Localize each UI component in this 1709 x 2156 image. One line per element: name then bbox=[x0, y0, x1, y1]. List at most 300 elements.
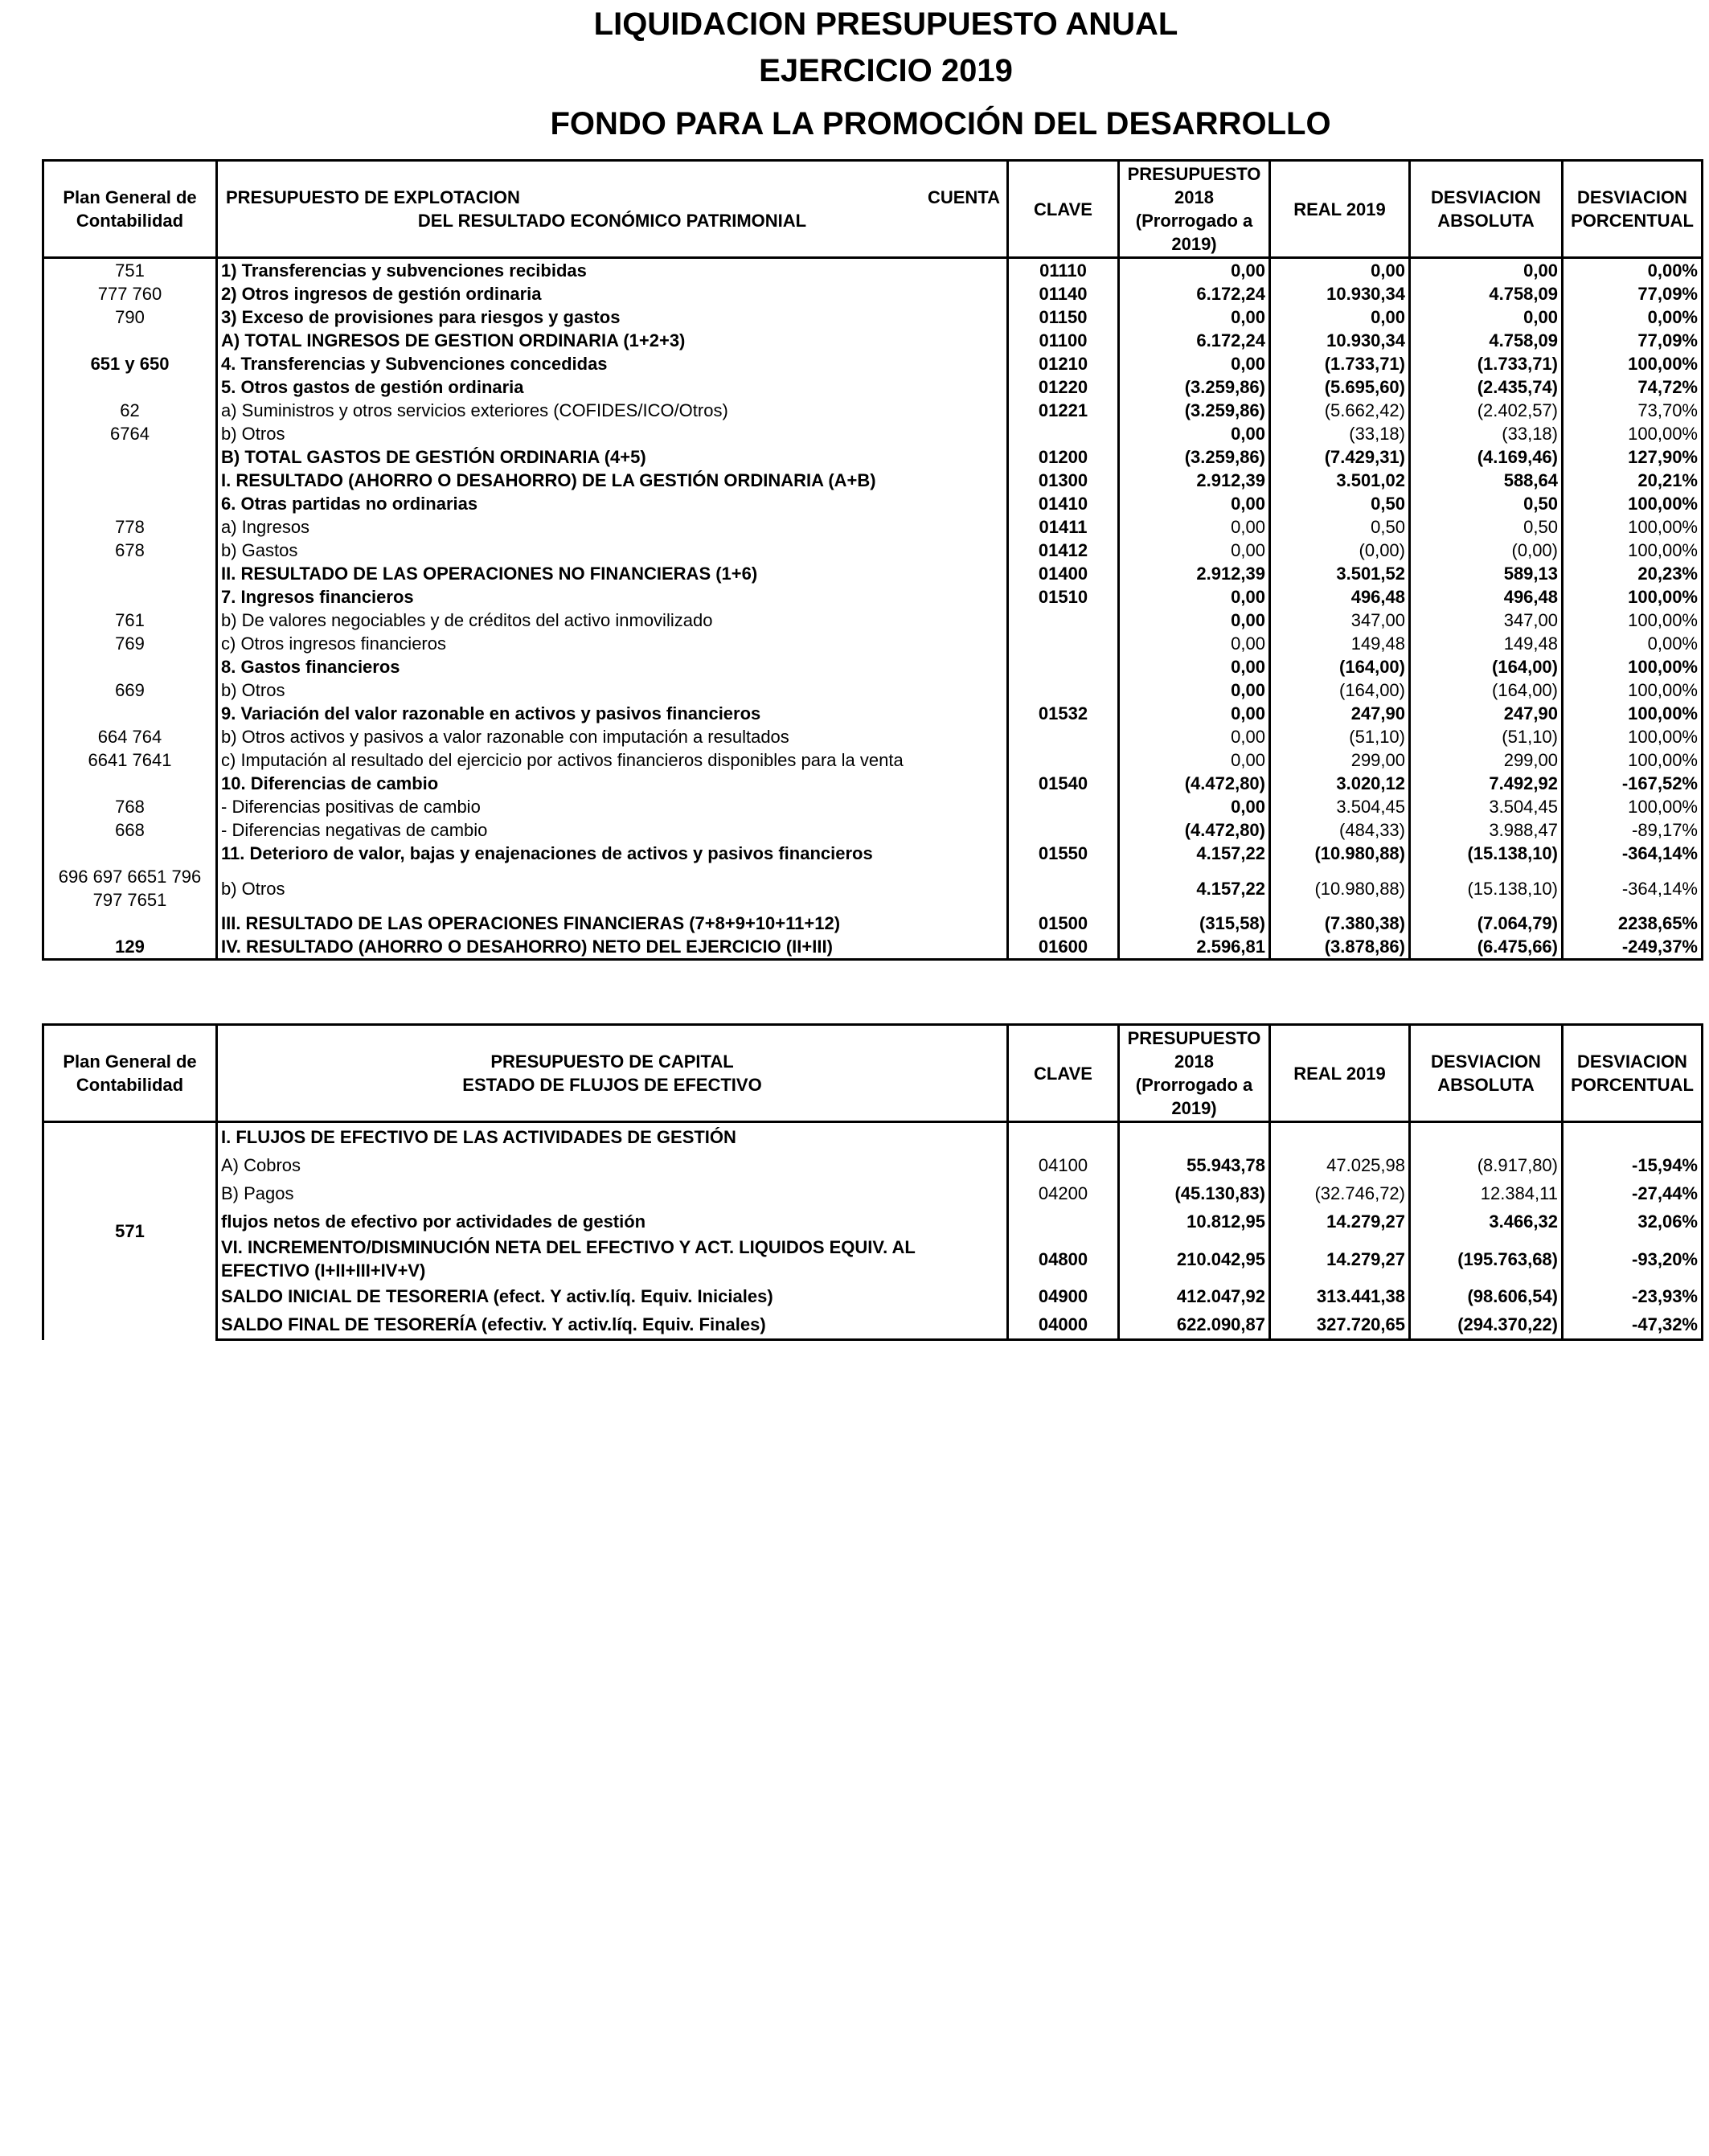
cell-desv-abs: 149,48 bbox=[1410, 632, 1563, 655]
cell-presupuesto: 0,00 bbox=[1119, 795, 1270, 818]
cell-presupuesto: 0,00 bbox=[1119, 515, 1270, 539]
cell-real: 347,00 bbox=[1270, 609, 1410, 632]
cell-real: 496,48 bbox=[1270, 585, 1410, 609]
cell-clave bbox=[1008, 748, 1119, 772]
cell-plan bbox=[43, 585, 217, 609]
cash-flow-table bbox=[42, 1023, 1703, 1341]
cell-real: 3.020,12 bbox=[1270, 772, 1410, 795]
cell-description: B) Pagos bbox=[217, 1179, 1008, 1207]
cell-clave bbox=[1008, 678, 1119, 702]
budget-execution-table bbox=[42, 159, 1703, 961]
cell-presupuesto: 0,00 bbox=[1119, 422, 1270, 445]
table-row bbox=[43, 539, 1703, 562]
table-row bbox=[43, 912, 1703, 935]
header-real: REAL 2019 bbox=[1270, 161, 1410, 258]
table-row bbox=[43, 1282, 1703, 1310]
cell-desv-abs: (6.475,66) bbox=[1410, 935, 1563, 960]
cell-real: 0,00 bbox=[1270, 258, 1410, 283]
cell-clave: 01100 bbox=[1008, 329, 1119, 352]
table-row bbox=[43, 772, 1703, 795]
cell-plan bbox=[43, 702, 217, 725]
cell-clave bbox=[1008, 725, 1119, 748]
cell-presupuesto: (3.259,86) bbox=[1119, 375, 1270, 399]
cell-plan bbox=[43, 772, 217, 795]
cell-desv-abs: (164,00) bbox=[1410, 678, 1563, 702]
table-row bbox=[43, 609, 1703, 632]
table-row bbox=[43, 585, 1703, 609]
cell-real: 10.930,34 bbox=[1270, 282, 1410, 305]
cell-clave: 01550 bbox=[1008, 842, 1119, 865]
cell-presupuesto: 0,00 bbox=[1119, 655, 1270, 678]
cell-clave: 01300 bbox=[1008, 469, 1119, 492]
cell-desv-porc: 100,00% bbox=[1563, 515, 1703, 539]
cell-plan bbox=[43, 562, 217, 585]
cell-plan bbox=[43, 445, 217, 469]
cell-real bbox=[1270, 1122, 1410, 1152]
header-desc-line1: PRESUPUESTO DE EXPLOTACION bbox=[226, 187, 520, 207]
cell-clave: 01400 bbox=[1008, 562, 1119, 585]
table-row bbox=[43, 352, 1703, 375]
cell-desv-porc: -93,20% bbox=[1563, 1236, 1703, 1282]
cell-description: B) TOTAL GASTOS DE GESTIÓN ORDINARIA (4+5) bbox=[217, 445, 1008, 469]
cell-desv-porc: 127,90% bbox=[1563, 445, 1703, 469]
cell-description: 7. Ingresos financieros bbox=[217, 585, 1008, 609]
cell-plan: 761 bbox=[43, 609, 217, 632]
cell-desv-porc: -15,94% bbox=[1563, 1151, 1703, 1179]
cell-description: c) Imputación al resultado del ejercicio por activos financieros disponibles para la venta bbox=[217, 748, 1008, 772]
cell-desv-abs: (2.435,74) bbox=[1410, 375, 1563, 399]
cell-desv-abs: 589,13 bbox=[1410, 562, 1563, 585]
cell-presupuesto: 210.042,95 bbox=[1119, 1236, 1270, 1282]
cell-real: (33,18) bbox=[1270, 422, 1410, 445]
cell-desv-abs: 3.988,47 bbox=[1410, 818, 1563, 842]
cell-desv-abs: (15.138,10) bbox=[1410, 842, 1563, 865]
cell-desv-porc: 100,00% bbox=[1563, 702, 1703, 725]
cell-real: 247,90 bbox=[1270, 702, 1410, 725]
cell-desv-abs: (294.370,22) bbox=[1410, 1310, 1563, 1340]
cell-plan bbox=[43, 492, 217, 515]
table-row bbox=[43, 258, 1703, 283]
cell-real: (3.878,86) bbox=[1270, 935, 1410, 960]
cell-real: (484,33) bbox=[1270, 818, 1410, 842]
cell-description: flujos netos de efectivo por actividades de gestión bbox=[217, 1207, 1008, 1236]
cell-description: - Diferencias negativas de cambio bbox=[217, 818, 1008, 842]
cell-clave bbox=[1008, 795, 1119, 818]
cell-real: 0,00 bbox=[1270, 305, 1410, 329]
cell-desv-abs: (33,18) bbox=[1410, 422, 1563, 445]
cell-plan: 751 bbox=[43, 258, 217, 283]
cell-clave: 04200 bbox=[1008, 1179, 1119, 1207]
cell-clave: 01410 bbox=[1008, 492, 1119, 515]
cell-real: 313.441,38 bbox=[1270, 1282, 1410, 1310]
title-line-1: LIQUIDACION PRESUPUESTO ANUAL bbox=[593, 6, 1178, 42]
cell-real: 47.025,98 bbox=[1270, 1151, 1410, 1179]
header-real: REAL 2019 bbox=[1270, 1025, 1410, 1122]
cell-presupuesto: 622.090,87 bbox=[1119, 1310, 1270, 1340]
cell-clave: 04100 bbox=[1008, 1151, 1119, 1179]
cell-description: SALDO INICIAL DE TESORERIA (efect. Y activ.líq. Equiv. Iniciales) bbox=[217, 1282, 1008, 1310]
cell-description: IV. RESULTADO (AHORRO O DESAHORRO) NETO DEL EJERCICIO (II+III) bbox=[217, 935, 1008, 960]
table-row bbox=[43, 935, 1703, 960]
cell-desv-porc: -249,37% bbox=[1563, 935, 1703, 960]
cell-presupuesto: (45.130,83) bbox=[1119, 1179, 1270, 1207]
cell-plan: 678 bbox=[43, 539, 217, 562]
cell-desv-porc: 20,21% bbox=[1563, 469, 1703, 492]
cell-desv-abs: 4.758,09 bbox=[1410, 329, 1563, 352]
cell-description: 4. Transferencias y Subvenciones concedidas bbox=[217, 352, 1008, 375]
header-desv-porc: DESVIACION PORCENTUAL bbox=[1563, 161, 1703, 258]
cell-presupuesto bbox=[1119, 1122, 1270, 1152]
cell-clave: 01532 bbox=[1008, 702, 1119, 725]
cell-description: II. RESULTADO DE LAS OPERACIONES NO FINANCIERAS (1+6) bbox=[217, 562, 1008, 585]
table-row bbox=[43, 305, 1703, 329]
cell-description: c) Otros ingresos financieros bbox=[217, 632, 1008, 655]
cell-real: (7.380,38) bbox=[1270, 912, 1410, 935]
cell-description: I. RESULTADO (AHORRO O DESAHORRO) DE LA GESTIÓN ORDINARIA (A+B) bbox=[217, 469, 1008, 492]
cell-presupuesto: 55.943,78 bbox=[1119, 1151, 1270, 1179]
cell-desv-abs: 0,00 bbox=[1410, 305, 1563, 329]
cell-real: (0,00) bbox=[1270, 539, 1410, 562]
cell-presupuesto: 4.157,22 bbox=[1119, 865, 1270, 912]
cell-clave: 01412 bbox=[1008, 539, 1119, 562]
cell-clave: 04800 bbox=[1008, 1236, 1119, 1282]
table-row bbox=[43, 842, 1703, 865]
cell-desv-porc: 100,00% bbox=[1563, 655, 1703, 678]
cell-clave: 01411 bbox=[1008, 515, 1119, 539]
table-row bbox=[43, 1151, 1703, 1179]
table-row bbox=[43, 865, 1703, 912]
cell-plan: 768 bbox=[43, 795, 217, 818]
cell-real: (7.429,31) bbox=[1270, 445, 1410, 469]
table-row bbox=[43, 748, 1703, 772]
header-desc-line2: DEL RESULTADO ECONÓMICO PATRIMONIAL bbox=[417, 211, 807, 231]
table-row bbox=[43, 1236, 1703, 1282]
cell-desv-abs: (195.763,68) bbox=[1410, 1236, 1563, 1282]
cell-clave bbox=[1008, 609, 1119, 632]
cell-presupuesto: 0,00 bbox=[1119, 539, 1270, 562]
cell-desv-porc: 20,23% bbox=[1563, 562, 1703, 585]
cell-description: 11. Deterioro de valor, bajas y enajenaciones de activos y pasivos financieros bbox=[217, 842, 1008, 865]
cell-description: a) Suministros y otros servicios exteriores (COFIDES/ICO/Otros) bbox=[217, 399, 1008, 422]
cell-presupuesto: 0,00 bbox=[1119, 305, 1270, 329]
cell-clave bbox=[1008, 1122, 1119, 1152]
cell-presupuesto: 0,00 bbox=[1119, 609, 1270, 632]
cell-presupuesto: 4.157,22 bbox=[1119, 842, 1270, 865]
header-description bbox=[217, 1025, 1008, 1122]
cell-desv-abs: 247,90 bbox=[1410, 702, 1563, 725]
cell-desv-abs: (2.402,57) bbox=[1410, 399, 1563, 422]
cell-real: 3.504,45 bbox=[1270, 795, 1410, 818]
table-row bbox=[43, 725, 1703, 748]
cell-real: 14.279,27 bbox=[1270, 1236, 1410, 1282]
table2-header-row bbox=[43, 1025, 1703, 1122]
header-presupuesto: PRESUPUESTO 2018 (Prorrogado a 2019) bbox=[1119, 1025, 1270, 1122]
cell-presupuesto: 0,00 bbox=[1119, 258, 1270, 283]
cell-real: 0,50 bbox=[1270, 515, 1410, 539]
cell-clave: 01150 bbox=[1008, 305, 1119, 329]
cell-presupuesto: 0,00 bbox=[1119, 585, 1270, 609]
cell-description: VI. INCREMENTO/DISMINUCIÓN NETA DEL EFECTIVO Y ACT. LIQUIDOS EQUIV. AL EFECTIVO (I+II+III+IV+V) bbox=[217, 1236, 1008, 1282]
cell-description: III. RESULTADO DE LAS OPERACIONES FINANCIERAS (7+8+9+10+11+12) bbox=[217, 912, 1008, 935]
cell-desv-porc: 0,00% bbox=[1563, 305, 1703, 329]
cell-description: 8. Gastos financieros bbox=[217, 655, 1008, 678]
cell-desv-abs: 12.384,11 bbox=[1410, 1179, 1563, 1207]
cell-desv-abs: 0,50 bbox=[1410, 515, 1563, 539]
cell-desv-abs: 496,48 bbox=[1410, 585, 1563, 609]
cell-real: (1.733,71) bbox=[1270, 352, 1410, 375]
cell-description: I. FLUJOS DE EFECTIVO DE LAS ACTIVIDADES DE GESTIÓN bbox=[217, 1122, 1008, 1152]
cell-desv-porc: 77,09% bbox=[1563, 329, 1703, 352]
cell-real: (164,00) bbox=[1270, 678, 1410, 702]
table-row bbox=[43, 399, 1703, 422]
cell-desv-porc: 100,00% bbox=[1563, 492, 1703, 515]
cell-clave bbox=[1008, 865, 1119, 912]
cell-desv-porc: -47,32% bbox=[1563, 1310, 1703, 1340]
cell-description: 3) Exceso de provisiones para riesgos y gastos bbox=[217, 305, 1008, 329]
cell-desv-porc: 73,70% bbox=[1563, 399, 1703, 422]
cell-plan: 6764 bbox=[43, 422, 217, 445]
cell-clave: 04000 bbox=[1008, 1310, 1119, 1340]
cell-description: a) Ingresos bbox=[217, 515, 1008, 539]
cell-clave bbox=[1008, 632, 1119, 655]
cell-desv-porc: 100,00% bbox=[1563, 795, 1703, 818]
cell-presupuesto: 0,00 bbox=[1119, 352, 1270, 375]
cell-description: 9. Variación del valor razonable en activos y pasivos financieros bbox=[217, 702, 1008, 725]
cell-desv-porc: 100,00% bbox=[1563, 352, 1703, 375]
cell-clave: 01500 bbox=[1008, 912, 1119, 935]
cell-desv-abs: (15.138,10) bbox=[1410, 865, 1563, 912]
cell-description: 1) Transferencias y subvenciones recibidas bbox=[217, 258, 1008, 283]
header-clave: CLAVE bbox=[1008, 1025, 1119, 1122]
cell-plan: 668 bbox=[43, 818, 217, 842]
cell-presupuesto: 0,00 bbox=[1119, 748, 1270, 772]
cell-real: 0,50 bbox=[1270, 492, 1410, 515]
cell-real: 3.501,52 bbox=[1270, 562, 1410, 585]
cell-plan bbox=[43, 375, 217, 399]
cell-clave: 01600 bbox=[1008, 935, 1119, 960]
cell-desv-porc: -23,93% bbox=[1563, 1282, 1703, 1310]
cell-real: 299,00 bbox=[1270, 748, 1410, 772]
cell-plan: 129 bbox=[43, 935, 217, 960]
cell-desv-abs: 588,64 bbox=[1410, 469, 1563, 492]
header-desv-abs: DESVIACION ABSOLUTA bbox=[1410, 161, 1563, 258]
header-desv-abs: DESVIACION ABSOLUTA bbox=[1410, 1025, 1563, 1122]
cell-clave bbox=[1008, 422, 1119, 445]
table-row bbox=[43, 515, 1703, 539]
cell-plan: 571 bbox=[43, 1122, 217, 1340]
cell-plan: 769 bbox=[43, 632, 217, 655]
cell-presupuesto: 0,00 bbox=[1119, 678, 1270, 702]
cell-description: 6. Otras partidas no ordinarias bbox=[217, 492, 1008, 515]
cell-description: A) Cobros bbox=[217, 1151, 1008, 1179]
cell-presupuesto: 0,00 bbox=[1119, 725, 1270, 748]
table-row bbox=[43, 655, 1703, 678]
cell-plan: 62 bbox=[43, 399, 217, 422]
table-row bbox=[43, 795, 1703, 818]
cell-desv-porc: -364,14% bbox=[1563, 865, 1703, 912]
table-row bbox=[43, 562, 1703, 585]
header-plan: Plan General de Contabilidad bbox=[43, 1025, 217, 1122]
cell-plan bbox=[43, 469, 217, 492]
cell-desv-abs: (0,00) bbox=[1410, 539, 1563, 562]
cell-plan: 778 bbox=[43, 515, 217, 539]
cell-plan: 777 760 bbox=[43, 282, 217, 305]
cell-desv-porc: 100,00% bbox=[1563, 609, 1703, 632]
table-row bbox=[43, 632, 1703, 655]
cell-desv-porc: -27,44% bbox=[1563, 1179, 1703, 1207]
cell-desv-porc: 100,00% bbox=[1563, 422, 1703, 445]
cell-presupuesto: 6.172,24 bbox=[1119, 282, 1270, 305]
cell-clave bbox=[1008, 655, 1119, 678]
cell-desv-abs: (8.917,80) bbox=[1410, 1151, 1563, 1179]
cell-desv-porc: 100,00% bbox=[1563, 539, 1703, 562]
cell-desv-porc: -364,14% bbox=[1563, 842, 1703, 865]
cell-description: b) De valores negociables y de créditos del activo inmovilizado bbox=[217, 609, 1008, 632]
cell-presupuesto: 2.912,39 bbox=[1119, 469, 1270, 492]
cell-desv-abs: (98.606,54) bbox=[1410, 1282, 1563, 1310]
cell-presupuesto: (4.472,80) bbox=[1119, 772, 1270, 795]
cell-desv-porc bbox=[1563, 1122, 1703, 1152]
cell-presupuesto: 0,00 bbox=[1119, 492, 1270, 515]
cell-desv-abs bbox=[1410, 1122, 1563, 1152]
cell-presupuesto: 10.812,95 bbox=[1119, 1207, 1270, 1236]
cell-description: b) Otros bbox=[217, 678, 1008, 702]
cell-presupuesto: 6.172,24 bbox=[1119, 329, 1270, 352]
header-desc-line2: ESTADO DE FLUJOS DE EFECTIVO bbox=[462, 1075, 762, 1095]
cell-description: - Diferencias positivas de cambio bbox=[217, 795, 1008, 818]
header-presupuesto: PRESUPUESTO 2018 (Prorrogado a 2019) bbox=[1119, 161, 1270, 258]
table-row bbox=[43, 1207, 1703, 1236]
table-row bbox=[43, 469, 1703, 492]
header-clave: CLAVE bbox=[1008, 161, 1119, 258]
cell-desv-abs: 3.504,45 bbox=[1410, 795, 1563, 818]
cell-description: b) Otros bbox=[217, 865, 1008, 912]
table-row bbox=[43, 445, 1703, 469]
header-desc-line1: PRESUPUESTO DE CAPITAL bbox=[490, 1051, 734, 1072]
cell-presupuesto: (3.259,86) bbox=[1119, 399, 1270, 422]
cell-desv-abs: (1.733,71) bbox=[1410, 352, 1563, 375]
cell-real: (5.695,60) bbox=[1270, 375, 1410, 399]
header-cuenta: CUENTA bbox=[927, 187, 1000, 207]
cell-plan: 669 bbox=[43, 678, 217, 702]
cell-real: (32.746,72) bbox=[1270, 1179, 1410, 1207]
header-plan: Plan General de Contabilidad bbox=[43, 161, 217, 258]
cell-presupuesto: (3.259,86) bbox=[1119, 445, 1270, 469]
cell-desv-porc: 100,00% bbox=[1563, 585, 1703, 609]
table-row bbox=[43, 678, 1703, 702]
cell-clave: 04900 bbox=[1008, 1282, 1119, 1310]
cell-description: 10. Diferencias de cambio bbox=[217, 772, 1008, 795]
cell-description: b) Otros bbox=[217, 422, 1008, 445]
cell-description: b) Otros activos y pasivos a valor razonable con imputación a resultados bbox=[217, 725, 1008, 748]
cell-plan: 696 697 6651 796 797 7651 bbox=[43, 865, 217, 912]
cell-desv-abs: 347,00 bbox=[1410, 609, 1563, 632]
table-row bbox=[43, 282, 1703, 305]
cell-clave: 01140 bbox=[1008, 282, 1119, 305]
cell-desv-porc: 0,00% bbox=[1563, 258, 1703, 283]
cell-desv-porc: -167,52% bbox=[1563, 772, 1703, 795]
table-row bbox=[43, 1310, 1703, 1340]
cell-description: 5. Otros gastos de gestión ordinaria bbox=[217, 375, 1008, 399]
cell-description: b) Gastos bbox=[217, 539, 1008, 562]
title-line-3: FONDO PARA LA PROMOCIÓN DEL DESARROLLO bbox=[550, 106, 1331, 141]
cell-real: (51,10) bbox=[1270, 725, 1410, 748]
cell-real: (5.662,42) bbox=[1270, 399, 1410, 422]
cell-desv-abs: 4.758,09 bbox=[1410, 282, 1563, 305]
cell-desv-abs: (51,10) bbox=[1410, 725, 1563, 748]
table-row bbox=[43, 329, 1703, 352]
cell-desv-porc: 100,00% bbox=[1563, 678, 1703, 702]
cell-plan bbox=[43, 655, 217, 678]
cell-desv-porc: -89,17% bbox=[1563, 818, 1703, 842]
cell-real: 14.279,27 bbox=[1270, 1207, 1410, 1236]
cell-plan: 790 bbox=[43, 305, 217, 329]
cell-presupuesto: 2.596,81 bbox=[1119, 935, 1270, 960]
cell-clave: 01510 bbox=[1008, 585, 1119, 609]
cell-description: A) TOTAL INGRESOS DE GESTION ORDINARIA (1+2+3) bbox=[217, 329, 1008, 352]
table1-header-row bbox=[43, 161, 1703, 258]
cell-desv-porc: 2238,65% bbox=[1563, 912, 1703, 935]
cell-description: SALDO FINAL DE TESORERÍA (efectiv. Y activ.líq. Equiv. Finales) bbox=[217, 1310, 1008, 1340]
cell-clave bbox=[1008, 818, 1119, 842]
cell-plan bbox=[43, 329, 217, 352]
cell-description: 2) Otros ingresos de gestión ordinaria bbox=[217, 282, 1008, 305]
header-description bbox=[217, 161, 1008, 258]
cell-real: 3.501,02 bbox=[1270, 469, 1410, 492]
cell-clave: 01110 bbox=[1008, 258, 1119, 283]
header-desv-porc: DESVIACION PORCENTUAL bbox=[1563, 1025, 1703, 1122]
cell-real: 10.930,34 bbox=[1270, 329, 1410, 352]
cell-desv-porc: 74,72% bbox=[1563, 375, 1703, 399]
cell-real: (10.980,88) bbox=[1270, 842, 1410, 865]
table-row bbox=[43, 1122, 1703, 1152]
cell-plan: 664 764 bbox=[43, 725, 217, 748]
cell-desv-abs: 0,50 bbox=[1410, 492, 1563, 515]
cell-clave: 01200 bbox=[1008, 445, 1119, 469]
cell-plan: 6641 7641 bbox=[43, 748, 217, 772]
cell-presupuesto: 0,00 bbox=[1119, 702, 1270, 725]
cell-real: (10.980,88) bbox=[1270, 865, 1410, 912]
cell-desv-abs: (4.169,46) bbox=[1410, 445, 1563, 469]
cell-clave: 01210 bbox=[1008, 352, 1119, 375]
cell-presupuesto: (315,58) bbox=[1119, 912, 1270, 935]
cell-clave: 01540 bbox=[1008, 772, 1119, 795]
cell-clave: 01221 bbox=[1008, 399, 1119, 422]
table-row bbox=[43, 702, 1703, 725]
cell-presupuesto: 2.912,39 bbox=[1119, 562, 1270, 585]
cell-real: 327.720,65 bbox=[1270, 1310, 1410, 1340]
cell-desv-abs: (164,00) bbox=[1410, 655, 1563, 678]
cell-desv-abs: 3.466,32 bbox=[1410, 1207, 1563, 1236]
cell-clave: 01220 bbox=[1008, 375, 1119, 399]
table-row bbox=[43, 818, 1703, 842]
cell-plan bbox=[43, 842, 217, 865]
cell-desv-abs: 299,00 bbox=[1410, 748, 1563, 772]
cell-plan bbox=[43, 912, 217, 935]
cell-real: 149,48 bbox=[1270, 632, 1410, 655]
cell-desv-abs: 7.492,92 bbox=[1410, 772, 1563, 795]
cell-presupuesto: (4.472,80) bbox=[1119, 818, 1270, 842]
cell-desv-porc: 100,00% bbox=[1563, 725, 1703, 748]
cell-desv-porc: 32,06% bbox=[1563, 1207, 1703, 1236]
cell-real: (164,00) bbox=[1270, 655, 1410, 678]
cell-presupuesto: 412.047,92 bbox=[1119, 1282, 1270, 1310]
table-row bbox=[43, 492, 1703, 515]
table-row bbox=[43, 422, 1703, 445]
cell-clave bbox=[1008, 1207, 1119, 1236]
cell-desv-porc: 77,09% bbox=[1563, 282, 1703, 305]
cell-desv-porc: 100,00% bbox=[1563, 748, 1703, 772]
